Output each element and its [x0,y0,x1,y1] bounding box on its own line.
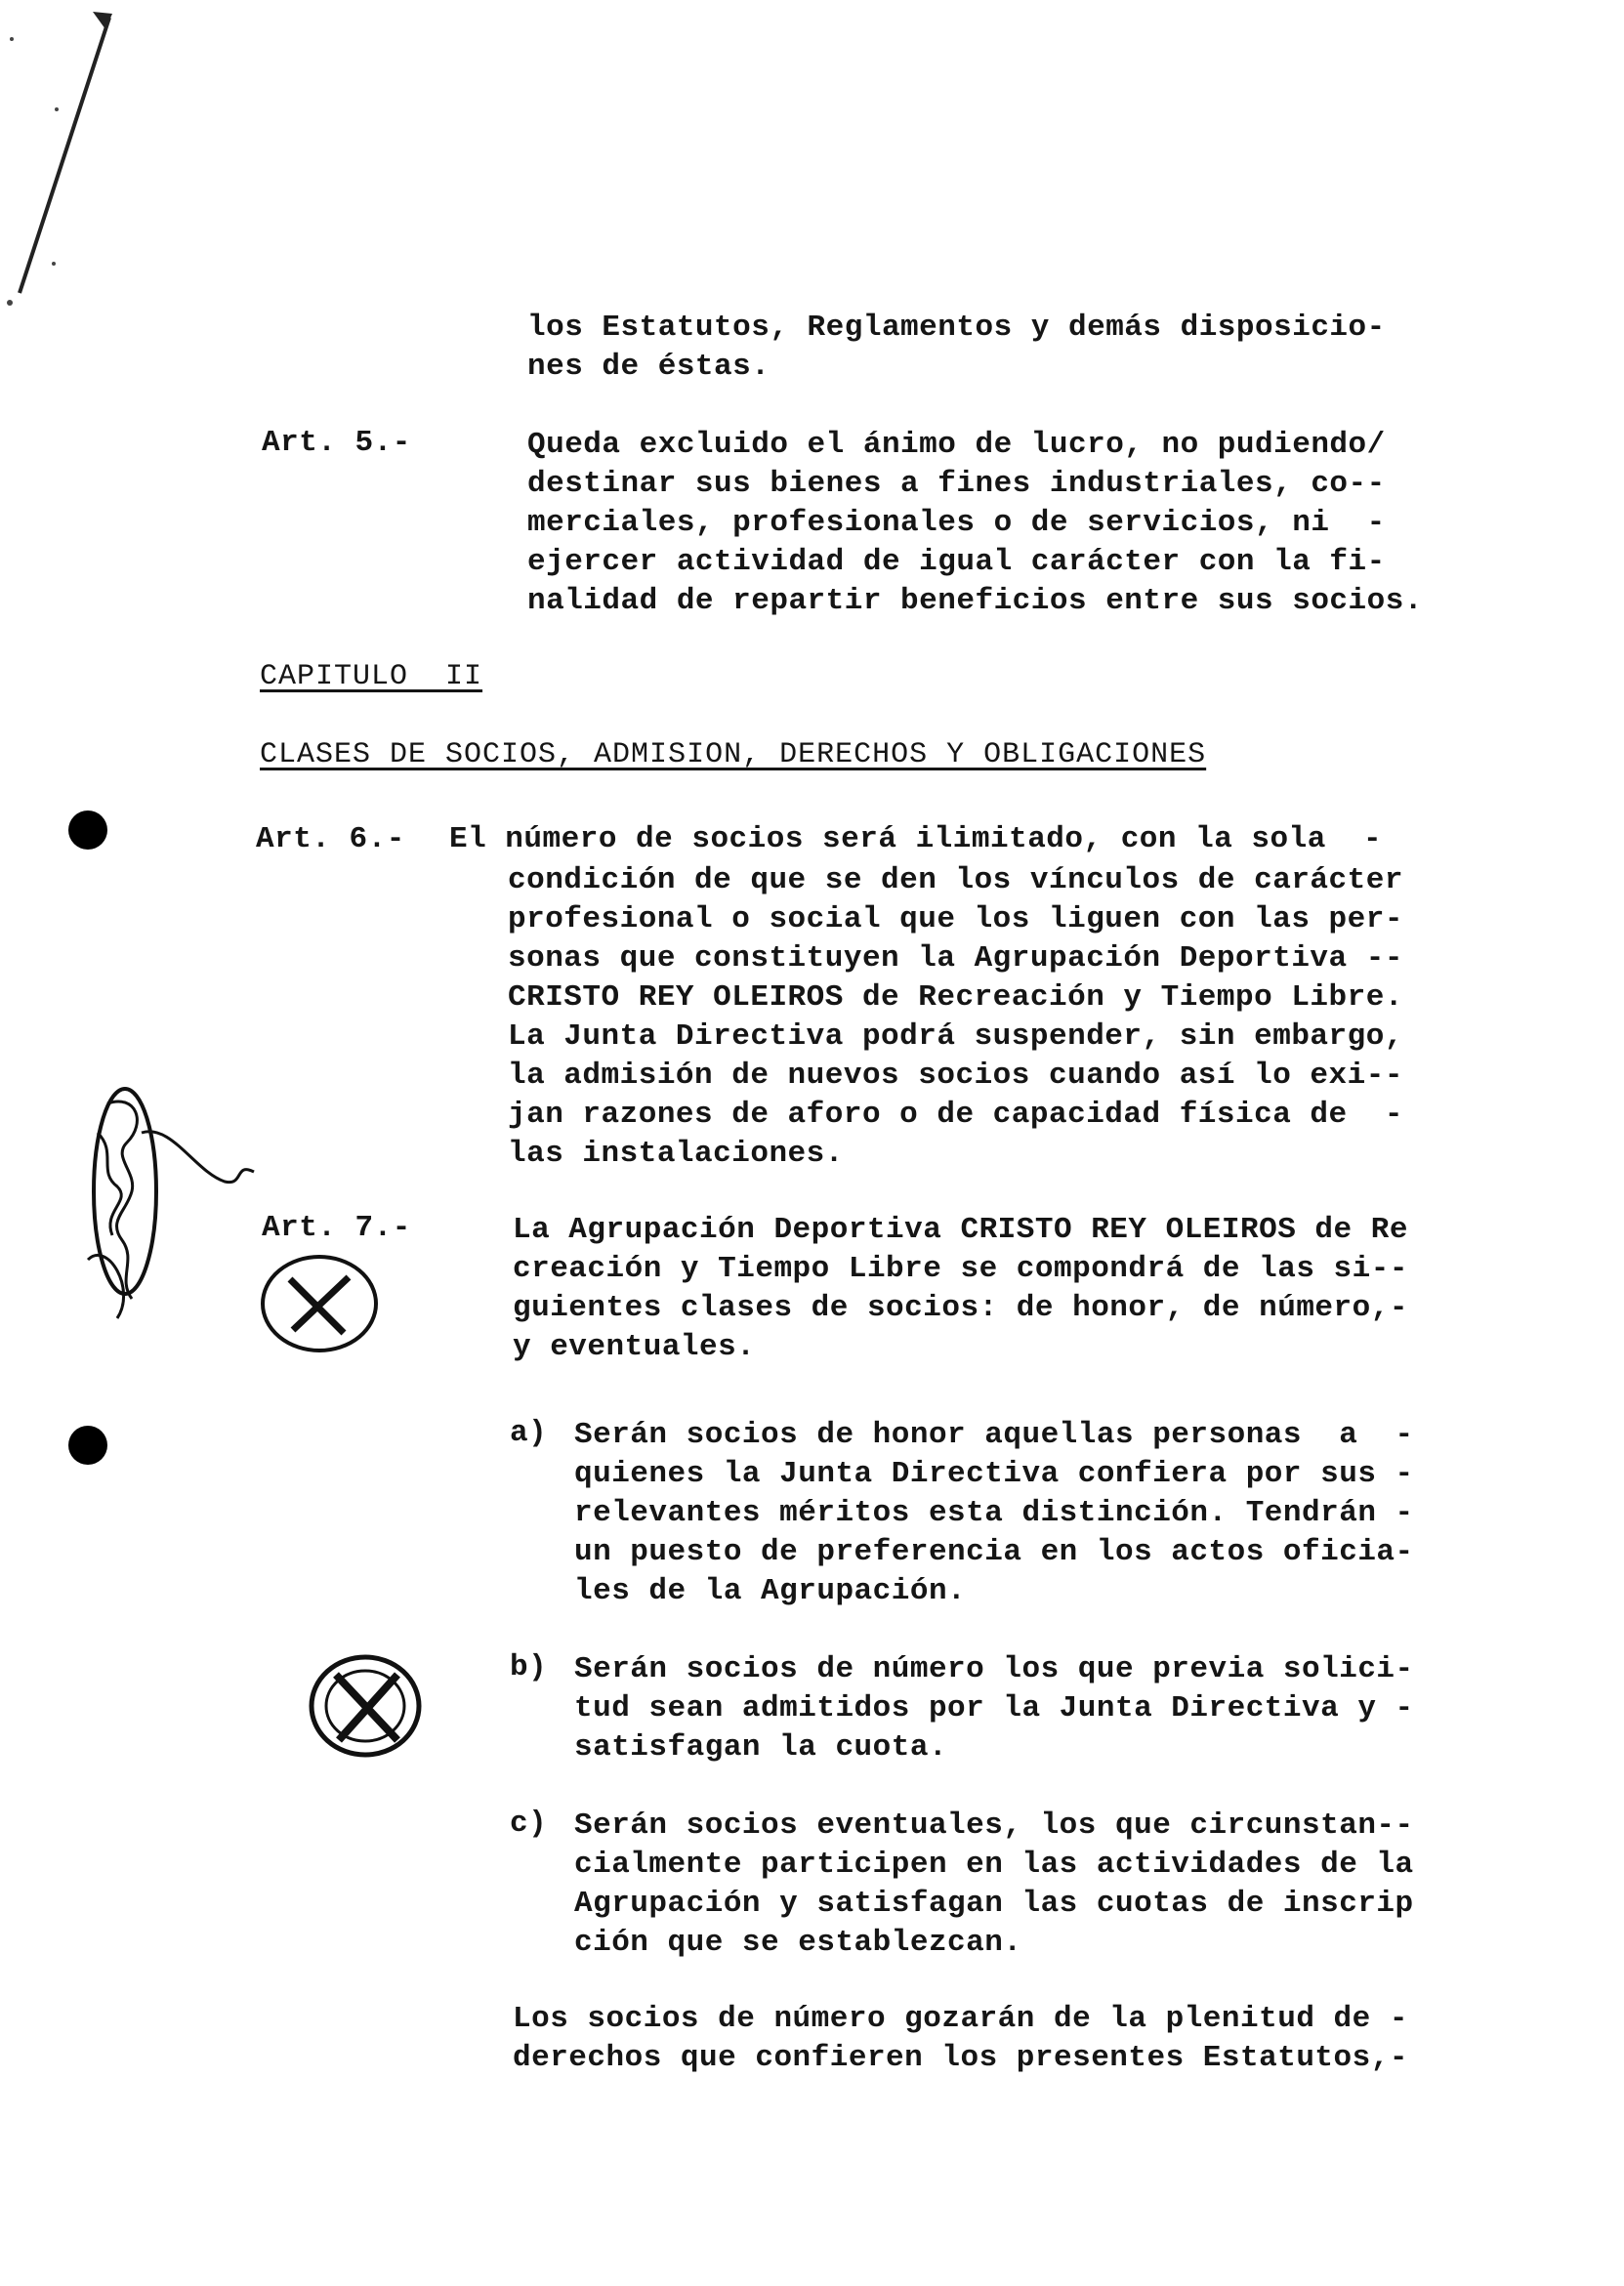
text-line: ción que se establezcan. [574,1926,1022,1960]
text-line: La Junta Directiva podrá suspender, sin embargo, [508,1019,1403,1054]
article-7-label: Art. 7.- [262,1211,411,1245]
text-line: creación y Tiempo Libre se compondrá de las si-- [513,1252,1408,1286]
punch-hole-top [68,810,107,850]
text-line: destinar sus bienes a fines industriales, co-- [527,467,1386,501]
text-line: guientes clases de socios: de honor, de número,- [513,1291,1408,1325]
text-line: Queda excluido el ánimo de lucro, no pudiendo/ [527,428,1386,462]
text-line: derechos que confieren los presentes Estatutos,- [513,2041,1408,2075]
item-b-marker: b) [510,1650,548,1684]
article-5-text [527,426,1423,699]
text-line: y eventuales. [513,1330,756,1364]
text-line: nes de éstas. [527,350,770,384]
text-line: sonas que constituyen la Agrupación Deportiva -- [508,941,1403,976]
closing-paragraph [513,2000,1408,2156]
circled-x-mark [305,1650,427,1763]
scan-edge-mark [0,0,127,322]
chapter-subtitle: CLASES DE SOCIOS, ADMISION, DERECHOS Y OBLIGACIONES [260,738,1207,771]
text-line: jan razones de aforo o de capacidad física de - [508,1098,1403,1132]
article-6-first-line: El número de socios será ilimitado, con la sola - [449,822,1383,856]
text-line: las instalaciones. [508,1137,844,1171]
text-line: los Estatutos, Reglamentos y demás disposicio- [527,311,1386,345]
chapter-title: CAPITULO II [260,660,483,693]
item-c-marker: c) [510,1807,548,1841]
text-line: Serán socios eventuales, los que circunstan-- [574,1808,1414,1843]
circled-x-mark [256,1250,383,1357]
text-line: ejercer actividad de igual carácter con la fi- [527,545,1386,579]
text-line: Serán socios de número los que previa solici- [574,1652,1414,1686]
text-line: un puesto de preferencia en los actos oficia- [574,1535,1414,1569]
text-line: satisfagan la cuota. [574,1730,948,1765]
text-line: la admisión de nuevos socios cuando así lo exi-- [508,1059,1403,1093]
text-line: Agrupación y satisfagan las cuotas de inscrip [574,1887,1414,1921]
article-6-label: Art. 6.- [256,822,405,856]
handwritten-signature [78,1064,264,1367]
punch-hole-bottom [68,1426,107,1465]
text-line: Los socios de número gozarán de la plenitud de - [513,2002,1408,2036]
text-line: relevantes méritos esta distinción. Tendrán - [574,1496,1414,1530]
text-line: merciales, profesionales o de servicios, ni - [527,506,1386,540]
text-line: nalidad de repartir beneficios entre sus socios. [527,584,1423,618]
article-6-text [508,861,1403,1252]
text-line: CRISTO REY OLEIROS de Recreación y Tiempo Libre. [508,980,1403,1015]
text-line: tud sean admitidos por la Junta Directiva y - [574,1691,1414,1725]
article-5-label: Art. 5.- [262,426,411,460]
text-line: cialmente participen en las actividades de la [574,1848,1414,1882]
item-a-marker: a) [510,1416,548,1450]
text-line: condición de que se den los vínculos de carácter [508,863,1403,897]
text-line: La Agrupación Deportiva CRISTO REY OLEIROS de Re [513,1213,1408,1247]
text-line: profesional o social que los liguen con las per- [508,902,1403,936]
text-line: quienes la Junta Directiva confiera por sus - [574,1457,1414,1491]
text-line: les de la Agrupación. [574,1574,967,1608]
text-line: Serán socios de honor aquellas personas a - [574,1418,1414,1452]
